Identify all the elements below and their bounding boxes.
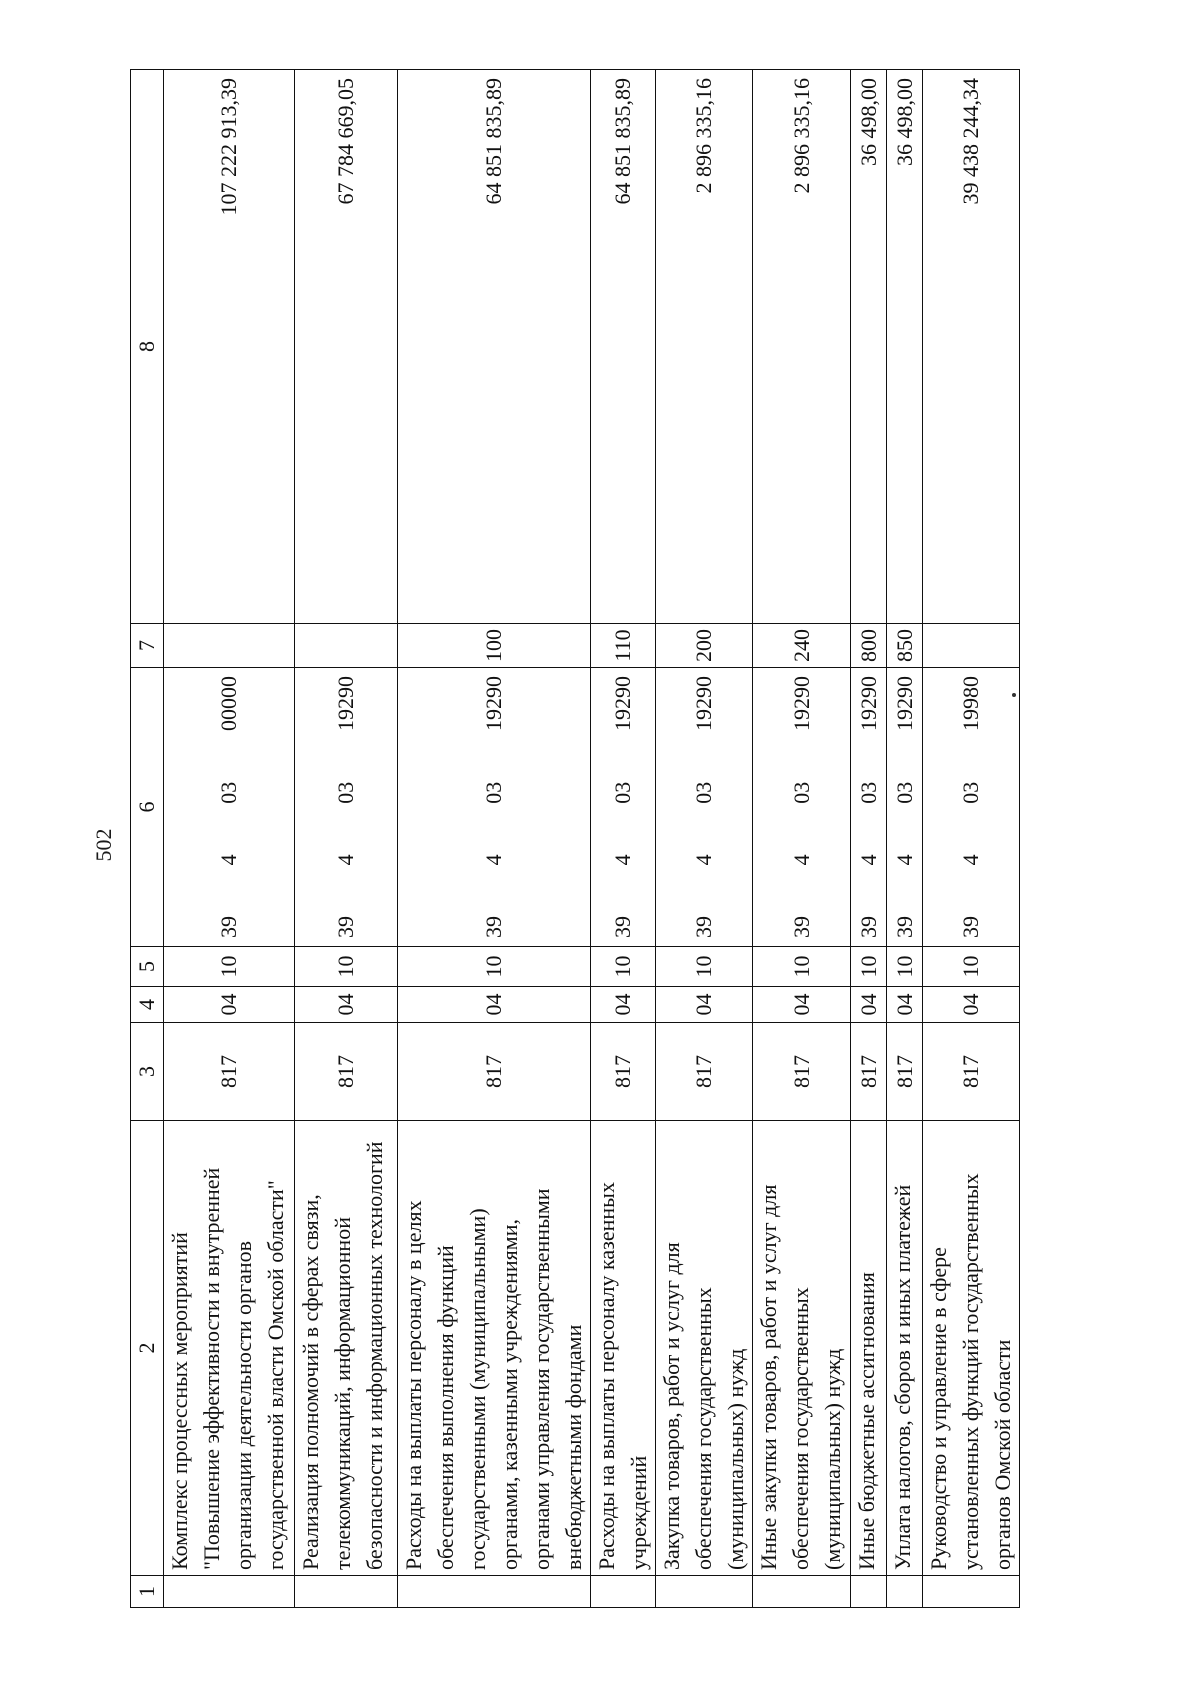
code-part: 4 xyxy=(788,854,814,866)
code-part: 39 xyxy=(333,916,358,938)
ministry-code: 817 xyxy=(851,1023,887,1121)
code-part: 4 xyxy=(691,854,716,866)
target-article-code xyxy=(164,668,295,947)
target-article-code xyxy=(295,668,398,947)
row-index-cell xyxy=(656,1576,753,1608)
row-index-cell xyxy=(591,1576,656,1608)
expense-name: Реализация полномочий в сферах связи, телекоммуникаций, информационной безопасности и информационных технологий xyxy=(295,1121,398,1576)
code-part: 03 xyxy=(481,781,506,804)
code-part: 03 xyxy=(333,781,358,804)
code-part: 19290 xyxy=(691,676,716,732)
expense-type-code: 850 xyxy=(887,624,923,668)
header-row xyxy=(131,70,164,1608)
ministry-code: 817 xyxy=(656,1023,753,1121)
subsection-code: 10 xyxy=(295,947,398,987)
expense-type-code xyxy=(923,624,1020,668)
code-part: 4 xyxy=(891,854,917,866)
code-part: 03 xyxy=(891,781,917,804)
code-part: 4 xyxy=(855,854,881,866)
ministry-code: 817 xyxy=(295,1023,398,1121)
ministry-code: 817 xyxy=(887,1023,923,1121)
table-row xyxy=(164,70,295,1608)
expense-type-code xyxy=(164,624,295,668)
section-code: 04 xyxy=(923,987,1020,1023)
expense-type-code: 100 xyxy=(398,624,591,668)
code-part: 19290 xyxy=(610,676,635,732)
amount: 67 784 669,05 xyxy=(295,70,398,624)
code-part: 03 xyxy=(788,781,814,804)
subsection-code: 10 xyxy=(591,947,656,987)
section-code: 04 xyxy=(591,987,656,1023)
expense-name: Расходы на выплаты персоналу казенных учреждений xyxy=(591,1121,656,1576)
section-code: 04 xyxy=(887,987,923,1023)
code-part: 03 xyxy=(610,781,635,804)
ministry-code: 817 xyxy=(398,1023,591,1121)
expense-name: Иные бюджетные ассигнования xyxy=(851,1121,887,1576)
expense-type-code: 800 xyxy=(851,624,887,668)
header-col-2: 2 xyxy=(131,1121,164,1576)
expense-name: Иные закупки товаров, работ и услуг для обеспечения государственных (муниципальных) нужд xyxy=(753,1121,851,1576)
amount: 2 896 335,16 xyxy=(753,70,851,624)
ministry-code: 817 xyxy=(923,1023,1020,1121)
subsection-code: 10 xyxy=(398,947,591,987)
section-code: 04 xyxy=(164,987,295,1023)
target-article-code xyxy=(398,668,591,947)
code-part: 03 xyxy=(855,781,881,804)
expense-name: Закупка товаров, работ и услуг для обеспечения государственных (муниципальных) нужд xyxy=(656,1121,753,1576)
amount: 107 222 913,39 xyxy=(164,70,295,624)
code-part: 03 xyxy=(691,781,716,804)
target-article-code xyxy=(753,668,851,947)
code-part: 39 xyxy=(216,916,241,938)
code-part: 19290 xyxy=(333,676,358,732)
header-col-1: 1 xyxy=(131,1576,164,1608)
amount: 64 851 835,89 xyxy=(591,70,656,624)
header-col-3: 3 xyxy=(131,1023,164,1121)
code-part: 19290 xyxy=(788,676,814,732)
code-part: 39 xyxy=(788,916,814,938)
expense-type-code: 240 xyxy=(753,624,851,668)
section-code: 04 xyxy=(295,987,398,1023)
table-row xyxy=(295,70,398,1608)
expense-type-code xyxy=(295,624,398,668)
section-code: 04 xyxy=(753,987,851,1023)
row-index-cell xyxy=(398,1576,591,1608)
code-part: 39 xyxy=(855,916,881,938)
target-article-code xyxy=(851,668,887,947)
code-part: 39 xyxy=(891,916,917,938)
expense-name: Расходы на выплаты персоналу в целях обеспечения выполнения функций государственными (муниципальными) органами, казенными учреждениями, органами управления государственными внебюджетными фондами xyxy=(398,1121,591,1576)
code-part: 39 xyxy=(481,916,506,938)
target-article-code xyxy=(656,668,753,947)
row-index-cell xyxy=(164,1576,295,1608)
code-part: 4 xyxy=(958,854,983,866)
target-article-code xyxy=(923,668,1020,947)
budget-table xyxy=(130,69,1020,1608)
row-index-cell xyxy=(295,1576,398,1608)
code-part: 19290 xyxy=(481,676,506,732)
header-col-5: 5 xyxy=(131,947,164,987)
code-part: 39 xyxy=(958,916,983,938)
row-index-cell xyxy=(753,1576,851,1608)
row-index-cell xyxy=(851,1576,887,1608)
header-col-4: 4 xyxy=(131,987,164,1023)
code-part: 00000 xyxy=(216,676,241,732)
expense-name: Руководство и управление в сфере установленных функций государственных органов Омской области xyxy=(923,1121,1020,1576)
ministry-code: 817 xyxy=(753,1023,851,1121)
row-index-cell xyxy=(923,1576,1020,1608)
section-code: 04 xyxy=(398,987,591,1023)
subsection-code: 10 xyxy=(656,947,753,987)
expense-name: Уплата налогов, сборов и иных платежей xyxy=(887,1121,923,1576)
code-part: 4 xyxy=(216,854,241,866)
ministry-code: 817 xyxy=(164,1023,295,1121)
row-index-cell xyxy=(887,1576,923,1608)
code-part: 4 xyxy=(481,854,506,866)
section-code: 04 xyxy=(656,987,753,1023)
table-row xyxy=(656,70,753,1608)
table-row xyxy=(887,70,923,1608)
amount: 64 851 835,89 xyxy=(398,70,591,624)
table-row xyxy=(591,70,656,1608)
section-code: 04 xyxy=(851,987,887,1023)
table-row xyxy=(851,70,887,1608)
subsection-code: 10 xyxy=(164,947,295,987)
code-part: 19980 xyxy=(958,676,983,732)
expense-name: Комплекс процессных мероприятий "Повышение эффективности и внутренней организации деятельности органов государственной власти Омской области" xyxy=(164,1121,295,1576)
header-col-7: 7 xyxy=(131,624,164,668)
amount: 36 498,00 xyxy=(851,70,887,624)
header-col-8: 8 xyxy=(131,70,164,624)
code-part: 19290 xyxy=(855,676,881,732)
subsection-code: 10 xyxy=(887,947,923,987)
code-part: 39 xyxy=(691,916,716,938)
code-part: 19290 xyxy=(891,676,917,732)
page-number: 502 xyxy=(91,828,116,862)
amount: 36 498,00 xyxy=(887,70,923,624)
code-part: 03 xyxy=(958,781,983,804)
rotated-table-wrapper xyxy=(130,70,1015,1608)
target-article-code xyxy=(591,668,656,947)
code-part: 39 xyxy=(610,916,635,938)
header-col-6: 6 xyxy=(131,668,164,947)
table-row xyxy=(398,70,591,1608)
expense-type-code: 200 xyxy=(656,624,753,668)
code-part: 03 xyxy=(216,781,241,804)
subsection-code: 10 xyxy=(851,947,887,987)
expense-type-code: 110 xyxy=(591,624,656,668)
ministry-code: 817 xyxy=(591,1023,656,1121)
amount: 2 896 335,16 xyxy=(656,70,753,624)
amount: 39 438 244,34 xyxy=(923,70,1020,624)
code-part: 4 xyxy=(333,854,358,866)
code-part: 4 xyxy=(610,854,635,866)
subsection-code: 10 xyxy=(753,947,851,987)
table-row xyxy=(923,70,1020,1608)
table-row xyxy=(753,70,851,1608)
target-article-code xyxy=(887,668,923,947)
subsection-code: 10 xyxy=(923,947,1020,987)
